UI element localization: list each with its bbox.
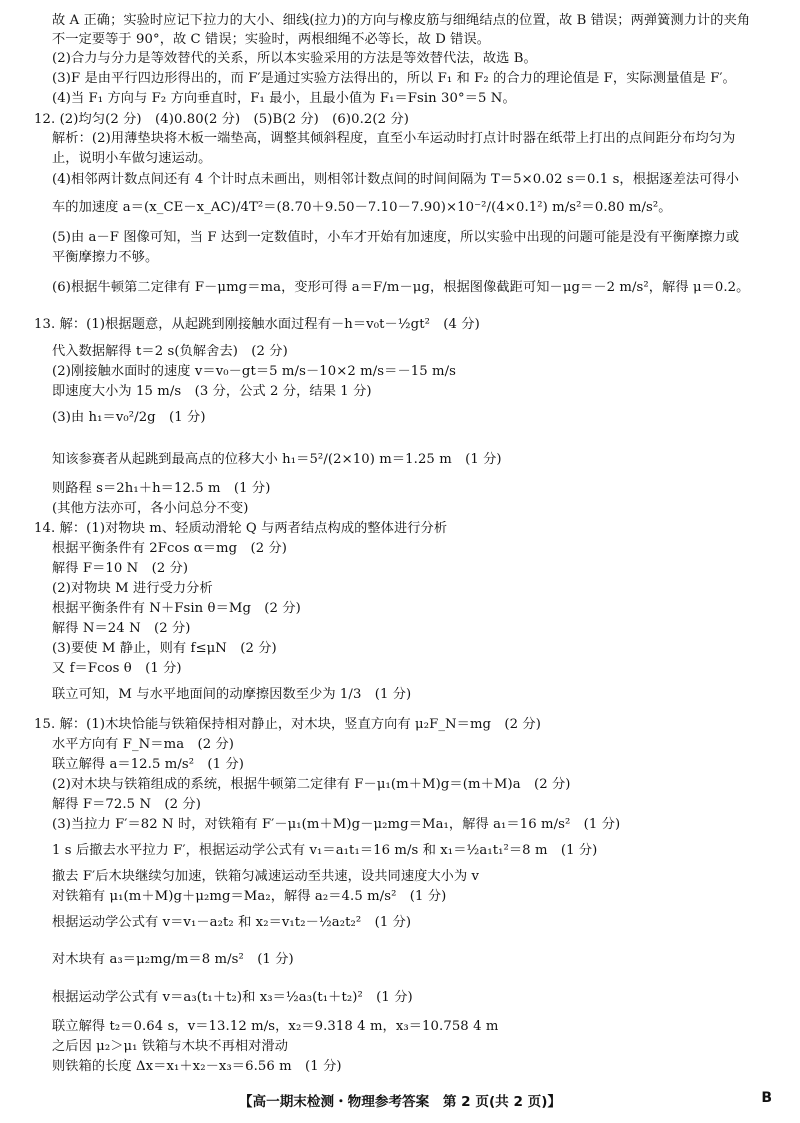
text-line: 联立解得 a＝12.5 m/s² (1 分) [52,757,244,772]
text-line: 解得 F＝72.5 N (2 分) [52,797,201,812]
text-line: 14. 解：(1)对物块 m、轻质动滑轮 Q 与两者结点构成的整体进行分析 [34,521,448,536]
text-line: 根据平衡条件有 2Fcos α＝mg (2 分) [52,541,288,556]
text-line: 水平方向有 F_N＝ma (2 分) [52,737,235,752]
text-line: 对铁箱有 μ₁(m＋M)g＋μ₂mg＝Ma₂，解得 a₂＝4.5 m/s² (1 分) [52,889,447,904]
text-line: 解得 F＝10 N (2 分) [52,561,189,576]
text-line: 车的加速度 a＝(x_CE－x_AC)/4T²＝(8.70＋9.50－7.10－7.90)×10⁻²/(4×0.1²) m/s²＝0.80 m/s²。 [52,200,672,215]
text-line: 之后因 μ₂＞μ₁ 铁箱与木块不再相对滑动 [52,1039,289,1054]
text-line: 12. (2)均匀(2 分) (4)0.80(2 分) (5)B(2 分) (6)0.2(2 分) [34,112,409,127]
text-line: (5)由 a－F 图像可知，当 F 达到一定数值时，小车才开始有加速度，所以实验中出现的问题可能是没有平衡摩擦力或 [52,230,740,245]
text-line: 代入数据解得 t＝2 s(负解舍去) (2 分) [52,344,288,359]
version-letter: B [761,1090,772,1106]
text-line: 止，说明小车做匀速运动。 [52,151,212,166]
text-line: (3)由 h₁＝v₀²/2g (1 分) [52,410,206,425]
text-line: (2)对物块 M 进行受力分析 [52,581,213,596]
text-line: 解析：(2)用薄垫块将木板一端垫高，调整其倾斜程度，直至小车运动时打点计时器在纸带上打出的点间距分布均匀为 [52,131,736,146]
text-line: (2)刚接触水面时的速度 v＝v₀－gt＝5 m/s－10×2 m/s＝－15 m/s [52,364,457,379]
text-line: 即速度大小为 15 m/s (3 分，公式 2 分，结果 1 分) [52,384,372,399]
text-line: (3)要使 M 静止，则有 f≤μN (2 分) [52,641,277,656]
text-line: (其他方法亦可，各小问总分不变) [52,501,249,516]
text-line: 15. 解：(1)木块恰能与铁箱保持相对静止，对木块，竖直方向有 μ₂F_N＝mg (2 分) [34,717,541,732]
text-line: 联立解得 t₂＝0.64 s，v＝13.12 m/s，x₂＝9.318 4 m，x₃＝10.758 4 m [52,1019,499,1034]
text-line: 知该参赛者从起跳到最高点的位移大小 h₁＝5²/(2×10) m＝1.25 m (1 分) [52,452,502,467]
text-line: 撤去 F′后木块继续匀加速，铁箱匀减速运动至共速，设共同速度大小为 v [52,869,480,884]
text-line: 联立可知，M 与水平地面间的动摩擦因数至少为 1/3 (1 分) [52,687,412,702]
text-line: (6)根据牛顿第二定律有 F－μmg＝ma，变形可得 a＝F/m－μg，根据图像截距可知－μg＝－2 m/s²，解得 μ＝0.2。 [52,280,750,295]
text-line: 解得 N＝24 N (2 分) [52,621,191,636]
text-line: (4)相邻两计数点间还有 4 个计时点未画出，则相邻计数点间的时间间隔为 T＝5×0.02 s＝0.1 s，根据逐差法可得小 [52,172,740,187]
text-line: 根据运动学公式有 v＝a₃(t₁＋t₂)和 x₃＝½a₃(t₁＋t₂)² (1 分) [52,990,413,1005]
text-line: 平衡摩擦力不够。 [52,250,159,265]
text-line: 故 A 正确；实验时应记下拉力的大小、细线(拉力)的方向与橡皮筋与细绳结点的位置，故 B 错误；两弹簧测力计的夹角 [52,13,751,28]
text-line: (3)当拉力 F′＝82 N 时，对铁箱有 F′－μ₁(m＋M)g－μ₂mg＝Ma₁，解得 a₁＝16 m/s² (1 分) [52,817,621,832]
text-line: (2)对木块与铁箱组成的系统，根据牛顿第二定律有 F－μ₁(m＋M)g＝(m＋M)a (2 分) [52,777,571,792]
text-line: 1 s 后撤去水平拉力 F′，根据运动学公式有 v₁＝a₁t₁＝16 m/s 和 x₁＝½a₁t₁²＝8 m (1 分) [52,843,598,858]
text-line: (3)F 是由平行四边形得出的，而 F′是通过实验方法得出的，所以 F₁ 和 F₂ 的合力的理论值是 F，实际测量值是 F′。 [52,71,736,86]
text-line: 对木块有 a₃＝μ₂mg/m＝8 m/s² (1 分) [52,952,294,967]
page-footer: 【高一期末检测・物理参考答案 第 2 页(共 2 页)】 [238,1094,562,1110]
text-line: 不一定要等于 90°，故 C 错误；实验时，两根细绳不必等长，故 D 错误。 [52,32,491,47]
text-line: 又 f＝Fcos θ (1 分) [52,661,182,676]
text-line: (2)合力与分力是等效替代的关系，所以本实验采用的方法是等效替代法，故选 B。 [52,51,537,66]
text-line: (4)当 F₁ 方向与 F₂ 方向垂直时，F₁ 最小，且最小值为 F₁＝Fsin 30°＝5 N。 [52,91,516,106]
text-line: 则铁箱的长度 Δx＝x₁＋x₂－x₃＝6.56 m (1 分) [52,1059,342,1074]
text-line: 根据运动学公式有 v＝v₁－a₂t₂ 和 x₂＝v₁t₂－½a₂t₂² (1 分) [52,915,412,930]
text-line: 13. 解：(1)根据题意，从起跳到刚接触水面过程有－h＝v₀t－½gt² (4 分) [34,317,480,332]
text-line: 则路程 s＝2h₁＋h＝12.5 m (1 分) [52,481,271,496]
text-line: 根据平衡条件有 N＋Fsin θ＝Mg (2 分) [52,601,301,616]
